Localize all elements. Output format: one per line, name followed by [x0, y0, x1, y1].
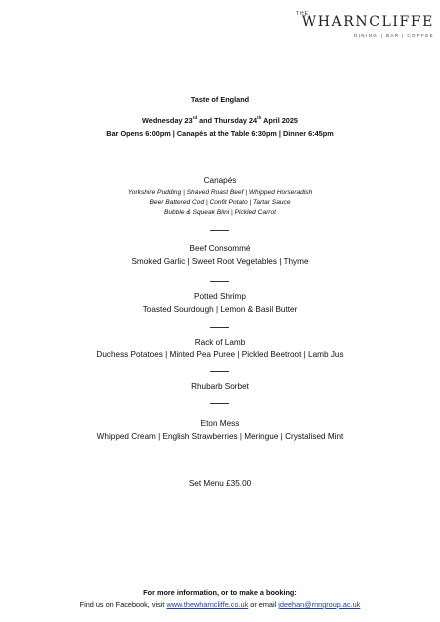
- event-title: Taste of England: [190, 95, 250, 104]
- sorbet-title: Rhubarb Sorbet: [191, 382, 249, 391]
- section-divider: [210, 371, 229, 372]
- main-title: Rack of Lamb: [194, 338, 246, 347]
- wharncliffe-logo: [274, 8, 434, 38]
- soup-title: Beef Consommé: [189, 244, 251, 253]
- event-times: Bar Opens 6:00pm | Canapés at the Table 6:30pm | Dinner 6:45pm: [106, 129, 334, 138]
- date-text-1: Wednesday 23: [142, 116, 193, 125]
- website-link[interactable]: www.thewharncliffe.co.uk: [166, 600, 249, 609]
- logo-the: THE: [296, 11, 309, 17]
- logo-subtitle: DINING | BAR | COFFEE: [354, 33, 434, 38]
- logo-name: WHARNCLIFFE: [301, 14, 434, 30]
- event-dates: [0, 116, 440, 125]
- canapes-title: Canapés: [203, 176, 237, 185]
- footer-prefix: Find us on Facebook, visit: [79, 600, 167, 609]
- section-divider: [210, 403, 229, 404]
- canapes-line: Beer Battered Cod | Confit Potato | Tartar Sauce: [149, 199, 291, 206]
- date-suffix-2: th: [257, 115, 262, 120]
- email-link[interactable]: jdeehan@rnngroup.ac.uk: [278, 600, 361, 609]
- dessert-title: Eton Mess: [200, 419, 240, 428]
- soup-description: Smoked Garlic | Sweet Root Vegetables | Thyme: [131, 257, 309, 266]
- date-text-3: April 2025: [261, 116, 298, 125]
- footer-middle: or email: [248, 600, 279, 609]
- section-divider: [210, 327, 229, 328]
- date-suffix-1: rd: [192, 115, 198, 120]
- canapes-line: Bubble & Squeak Blini | Pickled Carrot: [163, 209, 277, 216]
- set-menu-price: Set Menu £35.00: [188, 479, 252, 488]
- date-text-2: and Thursday 24: [197, 116, 258, 125]
- canapes-line: Yorkshire Pudding | Shaved Roast Beef | Whipped Horseradish: [127, 189, 313, 196]
- dessert-description: Whipped Cream | English Strawberries | Meringue | Crystalised Mint: [96, 432, 344, 441]
- footer-heading: For more information, or to make a booking:: [143, 588, 297, 597]
- footer-contact: [0, 600, 440, 609]
- main-description: Duchess Potatoes | Minted Pea Puree | Pickled Beetroot | Lamb Jus: [96, 350, 344, 359]
- section-divider: [210, 281, 229, 282]
- section-divider: [210, 230, 229, 231]
- starter-description: Toasted Sourdough | Lemon & Basil Butter: [142, 305, 298, 314]
- starter-title: Potted Shrimp: [194, 292, 246, 301]
